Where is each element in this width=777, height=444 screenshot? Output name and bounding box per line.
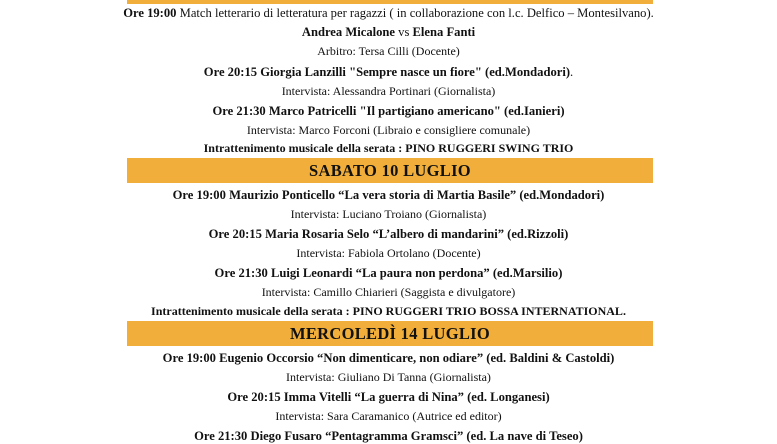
match-player-1: Andrea Micalone (301, 25, 396, 39)
event-line (0, 187, 777, 203)
event-time: Ore 20:15 (208, 227, 262, 241)
event-line (0, 265, 777, 281)
event-time: Ore 19:00 (162, 351, 216, 365)
event-title: Eugenio Occorsio “Non dimenticare, non odiare” (ed. Baldini & Castoldi) (219, 351, 615, 365)
interview-line: Intervista: Luciano Troiano (Giornalista) (290, 207, 487, 221)
music-line: Intrattenimento musicale della serata : PINO RUGGERI SWING TRIO (203, 141, 574, 155)
date-banner-saturday: SABATO 10 LUGLIO (127, 158, 653, 183)
match-player-2: Elena Fanti (412, 25, 476, 39)
interview-line: Intervista: Giuliano Di Tanna (Giornalista) (286, 370, 491, 384)
event-line-partial: Ore 21:30 Diego Fusaro “Pentagramma Gramsci” (ed. La nave di Teseo) (194, 429, 583, 443)
event-title: Giorgia Lanzilli "Sempre nasce un fiore" (ed.Mondadori) (260, 65, 571, 79)
event-line (0, 64, 777, 80)
event-line (0, 103, 777, 119)
event-time: Ore 19:00 (123, 6, 177, 20)
interview-line: Intervista: Camillo Chiarieri (Saggista e divulgatore) (261, 285, 516, 299)
event-time: Ore 21:30 (214, 266, 268, 280)
event-title: Luigi Leonardi “La paura non perdona” (ed.Marsilio) (270, 266, 563, 280)
top-date-banner-edge (127, 0, 653, 4)
event-title: Maria Rosaria Selo “L’albero di mandarini” (ed.Rizzoli) (265, 227, 569, 241)
event-time: Ore 19:00 (172, 188, 226, 202)
event-time: Ore 21:30 (212, 104, 266, 118)
match-line (0, 24, 777, 40)
music-line: Intrattenimento musicale della serata : PINO RUGGERI TRIO BOSSA INTERNATIONAL. (151, 304, 626, 318)
interview-line: Intervista: Sara Caramanico (Autrice ed editor) (275, 409, 502, 423)
event-description: Match letterario di letteratura per ragazzi ( in collaborazione con l.c. Delfico – Montesilvano). (179, 6, 654, 20)
event-time: Ore 20:15 (203, 65, 258, 79)
event-line (0, 226, 777, 242)
interview-line: Intervista: Alessandra Portinari (Giornalista) (281, 84, 496, 98)
event-title: Marco Patricelli "Il partigiano americano" (ed.Ianieri) (268, 104, 565, 118)
event-time: Ore 20:15 (227, 390, 281, 404)
event-title: Imma Vitelli “La guerra di Nina” (ed. Longanesi) (283, 390, 550, 404)
event-title: Maurizio Ponticello “La vera storia di Martia Basile” (ed.Mondadori) (229, 188, 605, 202)
event-line (0, 389, 777, 405)
arbiter-line: Arbitro: Tersa Cilli (Docente) (317, 44, 460, 58)
event-line (0, 350, 777, 366)
interview-line: Intervista: Fabiola Ortolano (Docente) (296, 246, 481, 260)
event-line (0, 5, 777, 21)
match-vs: vs (395, 25, 413, 39)
interview-line: Intervista: Marco Forconi (Libraio e consigliere comunale) (246, 123, 531, 137)
date-banner-wednesday: MERCOLEDÌ 14 LUGLIO (127, 321, 653, 346)
event-title-tail: . (570, 65, 574, 79)
